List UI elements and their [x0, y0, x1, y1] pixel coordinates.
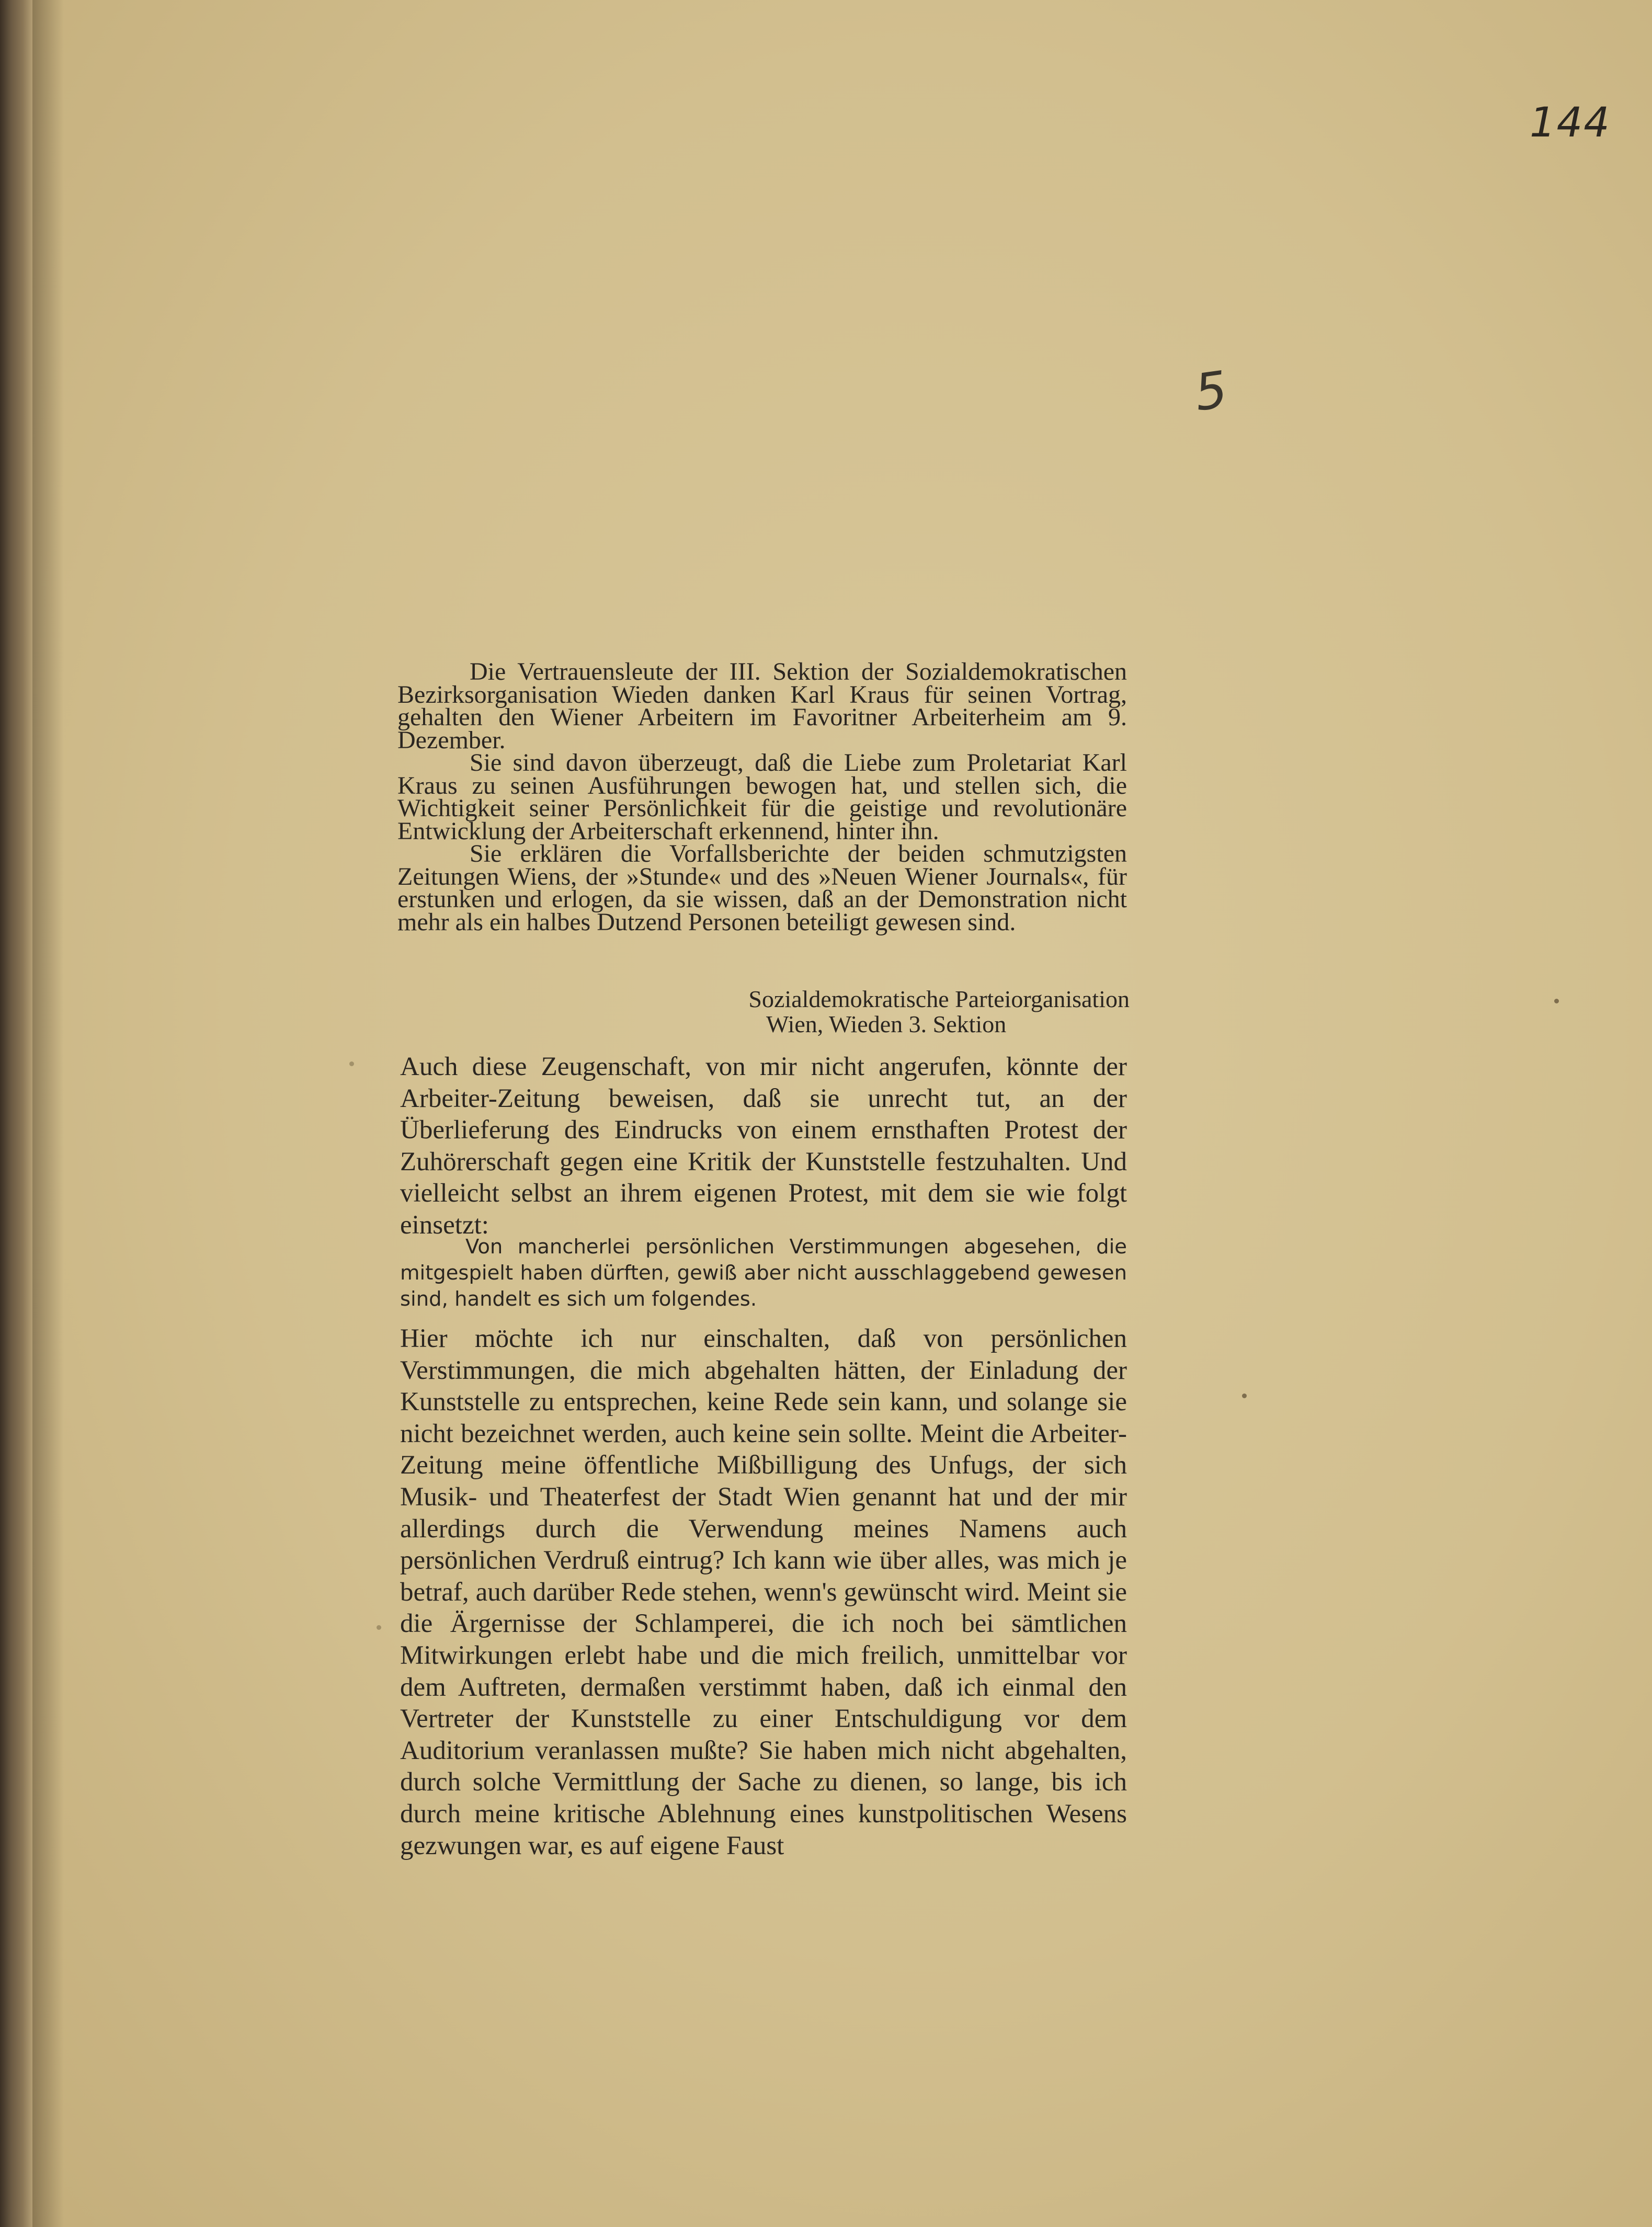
resolution-paragraph: Sie erklären die Vorfallsberichte der beiden schmutzigsten Zeitungen Wiens, der »Stunde« und des »Neuen Wiener Journals«, für erstunken und erlogen, da sie wissen, daß an der Demonstration nicht mehr als ein halbes Dutzend Personen beteiligt gewesen sind. [397, 840, 1127, 936]
book-spine [0, 0, 32, 2227]
paper-speck [377, 1625, 381, 1630]
pencil-annotation: 5 [1191, 360, 1231, 422]
resolution-paragraph: Die Vertrauensleute der III. Sektion der Sozialdemokratischen Bezirksorganisation Wieden danken Karl Kraus für seinen Vortrag, gehalten den Wiener Arbeitern im Favoritner Arbeiterheim am 9. Dezember. [397, 658, 1127, 754]
gutter-shadow [32, 0, 64, 2227]
paper-speck [1554, 999, 1559, 1003]
paper-speck [1242, 1394, 1247, 1398]
body-paragraph-2: Hier möchte ich nur einschalten, daß von persönlichen Verstimmungen, die mich abgehalten hätten, der Einladung der Kunststelle zu entsprechen, keine Rede sein kann, und solange sie nicht bezeichnet werden, auch keine sein sollte. Meint die Arbeiter-Zeitung meine öffentliche Mißbilligung des Unfugs, der sich Musik- und Theaterfest der Stadt Wien genannt hat und der mir allerdings durch die Verwendung meines Namens auch persönlichen Verdruß eintrug? Ich kann wie über alles, was mich je betraf, auch darüber Rede stehen, wenn's gewünscht wird. Meint sie die Ärgernisse der Schlamperei, die ich noch bei sämtlichen Mitwirkungen erlebt habe und die mich freilich, unmittelbar vor dem Auftreten, dermaßen verstimmt haben, daß ich einmal den Vertreter der Kunststelle zu einer Entschuldigung vor dem Auditorium veranlassen mußte? Sie haben mich nicht abgehalten, durch solche Vermittlung der Sache zu dienen, so lange, bis ich durch meine kritische Ablehnung eines kunstpolitischen Wesens gezwungen war, es auf eigene Faust [400, 1324, 1127, 1860]
signature-location: Wien, Wieden 3. Sektion [766, 1011, 1007, 1037]
body-paragraph-1: Auch diese Zeugenschaft, von mir nicht angerufen, könnte der Arbeiter-Zeitung beweisen, daß sie unrecht tut, an der Überlieferung des Eindrucks von einem ernsthaften Protest der Zuhörerschaft gegen eine Kritik der Kunststelle festzuhalten. Und vielleicht selbst an ihrem eigenen Protest, mit dem sie wie folgt einsetzt: [400, 1052, 1127, 1240]
folio-number: 144 [1530, 99, 1611, 146]
resolution-block [397, 658, 1127, 936]
paper-speck [349, 1061, 354, 1066]
quoted-passage: Von mancherlei persönlichen Verstimmungen abgesehen, die mitgespielt haben dürften, gewiß aber nicht ausschlaggebend gewesen sind, handelt es sich um folgendes. [400, 1235, 1127, 1311]
resolution-signature [703, 987, 1130, 1037]
signature-organisation: Sozialdemokratische Parteiorganisation [748, 986, 1130, 1012]
resolution-paragraph: Sie sind davon überzeugt, daß die Liebe zum Proletariat Karl Kraus zu seinen Ausführungen bewogen hat, und stellen sich, die Wichtigkeit seiner Persönlichkeit für die geistige und revolutionäre Entwicklung der Arbeiterschaft erkennend, hinter ihn. [397, 749, 1127, 845]
